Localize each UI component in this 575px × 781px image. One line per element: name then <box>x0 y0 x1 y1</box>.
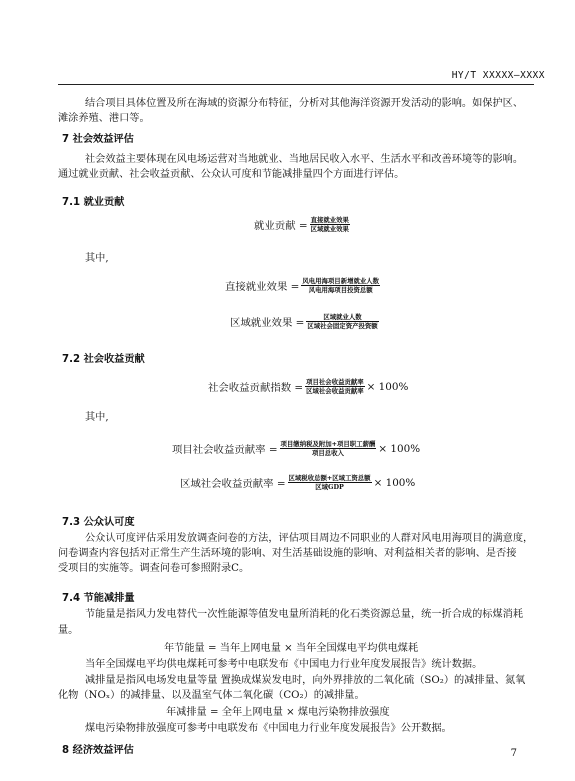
denominator: 区域就业效果 <box>310 225 349 233</box>
fraction <box>305 378 365 395</box>
fraction <box>280 440 377 457</box>
denominator: 区域社会固定资产投资额 <box>307 322 378 330</box>
formula-rhs: × 100% <box>373 476 416 489</box>
fraction <box>310 216 350 233</box>
section-7-4-para-line-1: 节能量是指风力发电替代一次性能源等值发电量所消耗的化石类资源总量，统一折合成的标煤消耗 <box>85 609 524 620</box>
section-7-4-para-line-3: 当年全国煤电平均供电煤耗可参考中电联发布《中国电力行业年度发展报告》统计数据。 <box>85 659 483 670</box>
formula-direct-employment <box>225 277 382 294</box>
document-code: HY/T XXXXX—XXXX <box>451 70 545 81</box>
denominator: 区域GDP <box>315 483 344 491</box>
formula-annual-emission-reduction: 年减排量 = 全年上网电量 × 煤电污染物排放强度 <box>166 707 390 718</box>
fraction <box>288 474 372 491</box>
denominator: 项目总收入 <box>311 449 344 457</box>
section-7-para-line-2: 通过就业贡献、社会收益贡献、公众认可度和节能减排量四个方面进行评估。 <box>58 169 405 180</box>
formula-project-social-benefit-rate <box>172 440 420 457</box>
formula-employment-contribution <box>254 216 352 233</box>
numerator: 项目缴纳税及附加+项目职工薪酬 <box>280 440 376 448</box>
section-7-3-heading: 7.3 公众认可度 <box>62 517 135 528</box>
formula-lhs: 直接就业效果 = <box>225 281 300 293</box>
formula-rhs: × 100% <box>378 442 421 455</box>
numerator: 区域就业人数 <box>323 313 362 321</box>
formula-lhs: 区域社会收益贡献率 = <box>180 478 286 490</box>
formula-rhs: × 100% <box>366 380 409 393</box>
formula-lhs: 就业贡献 = <box>254 220 308 232</box>
formula-regional-social-benefit-rate <box>180 474 415 491</box>
where-text-7-1: 其中, <box>85 253 109 264</box>
formula-lhs: 项目社会收益贡献率 = <box>172 444 278 456</box>
formula-regional-employment <box>230 313 381 330</box>
intro-line-1: 结合项目具体位置及所在海域的资源分布特征，分析对其他海洋资源开发活动的影响。如保护区、 <box>85 98 524 109</box>
numerator: 风电用海项目新增就业人数 <box>302 277 380 285</box>
section-7-3-para-line-3: 受项目的实施等。调查问卷可参照附录C。 <box>58 563 250 574</box>
formula-lhs: 社会收益贡献指数 = <box>208 382 304 394</box>
denominator: 区域社会收益贡献率 <box>306 387 364 395</box>
numerator: 区域税收总额+区域工资总额 <box>288 474 371 482</box>
section-7-4-para-line-4: 减排量是指风电场发电量等量 置换成煤炭发电时，向外界排放的二氧化硫（SO₂）的减排量、氮氧 <box>85 675 526 686</box>
section-7-4-para-line-2: 量。 <box>58 625 79 636</box>
section-7-4-para-line-5: 化物（NOₓ）的减排量、以及温室气体二氧化碳（CO₂）的减排量。 <box>58 690 365 701</box>
formula-lhs: 区域就业效果 = <box>230 317 305 329</box>
section-7-para-line-1: 社会效益主要体现在风电场运营对当地就业、当地居民收入水平、生活水平和改善环境等的影响。 <box>85 154 524 165</box>
fraction <box>301 277 380 294</box>
page-number: 7 <box>510 748 517 759</box>
section-7-1-heading: 7.1 就业贡献 <box>62 197 125 208</box>
header-rule <box>58 84 534 85</box>
section-7-heading: 7 社会效益评估 <box>62 134 134 145</box>
section-8-heading: 8 经济效益评估 <box>62 745 134 756</box>
formula-social-benefit-index <box>208 378 408 395</box>
fraction <box>306 313 378 330</box>
denominator: 风电用海项目投资总额 <box>308 286 373 294</box>
intro-line-2: 滩涂养殖、港口等。 <box>58 113 150 124</box>
section-7-3-para-line-1: 公众认可度评估采用发放调查问卷的方法，评估项目周边不同职业的人群对风电用海项目的满意度， <box>85 533 534 544</box>
numerator: 项目社会收益贡献率 <box>306 378 364 386</box>
formula-annual-energy-saving: 年节能量 = 当年上网电量 × 当年全国煤电平均供电煤耗 <box>164 643 419 654</box>
where-text-7-2: 其中, <box>85 412 109 423</box>
numerator: 直接就业效果 <box>310 216 349 224</box>
section-7-3-para-line-2: 问卷调查内容包括对正常生产生活环境的影响、对生活基础设施的影响、对利益相关者的影响、是否接 <box>58 548 517 559</box>
section-7-2-heading: 7.2 社会收益贡献 <box>62 354 145 365</box>
section-7-4-heading: 7.4 节能减排量 <box>62 593 135 604</box>
section-7-4-para-line-6: 煤电污染物排放强度可参考中电联发布《中国电力行业年度发展报告》公开数据。 <box>85 723 452 734</box>
